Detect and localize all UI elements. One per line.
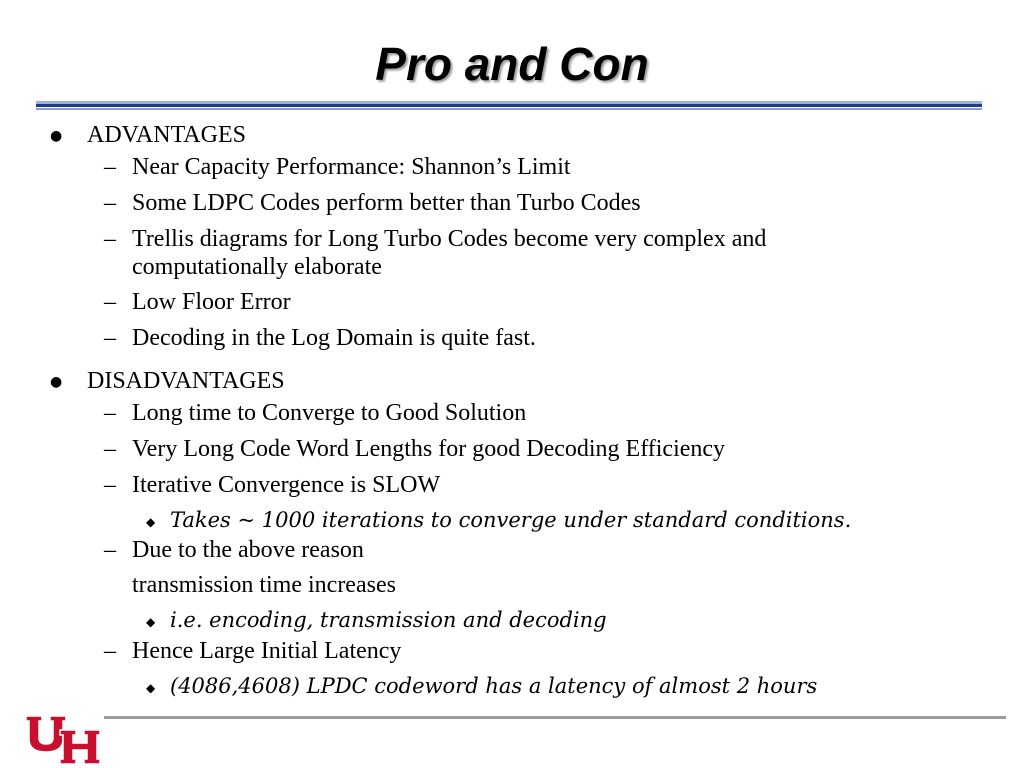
advantage-item: Some LDPC Codes perform better than Turbo Codes <box>132 190 641 216</box>
disadvantage-item: Very Long Code Word Lengths for good Decoding Efficiency <box>132 436 726 462</box>
bullet-icon: ● <box>50 128 63 144</box>
dash-icon: – <box>104 638 116 664</box>
disadvantage-subitem: (4086,4608) LPDC codeword has a latency of almost 2 hours <box>170 674 818 698</box>
dash-icon: – <box>104 537 116 563</box>
dash-icon: – <box>104 400 116 426</box>
dash-icon: – <box>104 154 116 180</box>
bullet-icon: ● <box>50 374 63 390</box>
disadvantage-item-continuation: transmission time increases <box>132 572 396 598</box>
advantage-item: Near Capacity Performance: Shannon’s Limit <box>132 154 571 180</box>
dash-icon: – <box>104 226 116 252</box>
dash-icon: – <box>104 325 116 351</box>
footer-divider <box>104 716 1006 719</box>
dash-icon: – <box>104 436 116 462</box>
advantage-item: Decoding in the Log Domain is quite fast. <box>132 325 536 351</box>
disadvantage-item: Iterative Convergence is SLOW <box>132 472 441 498</box>
disadvantage-subitem: Takes ~ 1000 iterations to converge under standard conditions. <box>170 508 852 532</box>
slide-title: Pro and Con <box>375 38 649 90</box>
dash-icon: – <box>104 472 116 498</box>
advantage-item: Low Floor Error <box>132 289 291 315</box>
diamond-bullet-icon: ◆ <box>146 615 156 629</box>
diamond-bullet-icon: ◆ <box>146 515 156 529</box>
university-logo <box>24 712 104 768</box>
advantage-item-continuation: computationally elaborate <box>132 254 382 280</box>
disadvantage-item: Due to the above reason <box>132 537 364 563</box>
disadvantages-heading: DISADVANTAGES <box>87 368 285 394</box>
disadvantage-item: Hence Large Initial Latency <box>132 638 402 664</box>
advantage-item: Trellis diagrams for Long Turbo Codes become very complex and <box>132 226 767 252</box>
dash-icon: – <box>104 289 116 315</box>
disadvantage-subitem: i.e. encoding, transmission and decoding <box>170 608 607 632</box>
dash-icon: – <box>104 190 116 216</box>
disadvantage-item: Long time to Converge to Good Solution <box>132 400 527 426</box>
advantages-heading: ADVANTAGES <box>87 122 246 148</box>
diamond-bullet-icon: ◆ <box>146 681 156 695</box>
